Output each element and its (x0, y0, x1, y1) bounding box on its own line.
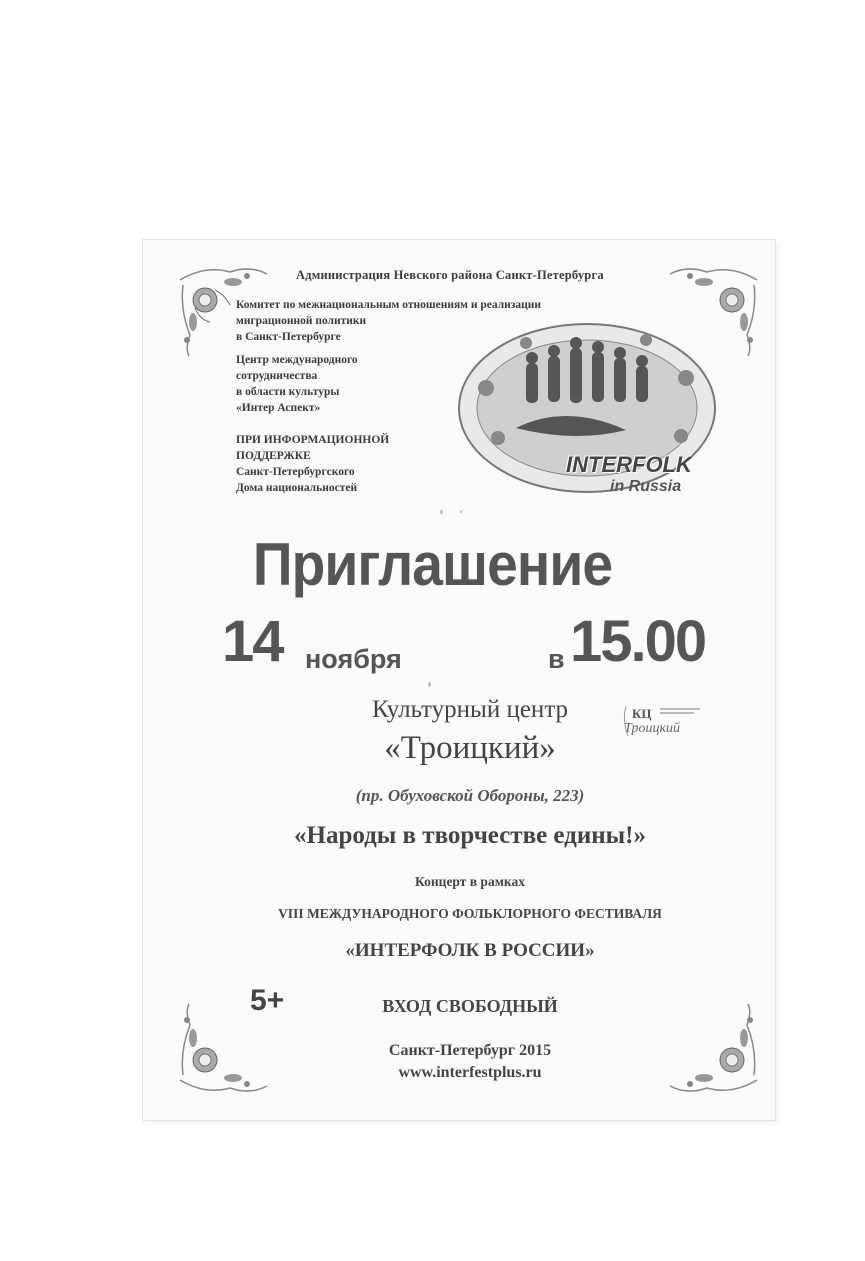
center-block (236, 352, 358, 416)
committee-line: в Санкт-Петербурге (236, 331, 341, 343)
free-entry: ВХОД СВОБОДНЫЙ (382, 996, 558, 1016)
website-link[interactable]: www.interfestplus.ru (398, 1064, 542, 1081)
committee-line: Комитет по межнациональным отношениям и реализации (236, 299, 542, 311)
age-rating: 5+ (250, 984, 285, 1017)
support-line: ПРИ ИНФОРМАЦИОННОЙ (236, 434, 390, 446)
center-line: сотрудничества (236, 370, 318, 382)
city-year: Санкт-Петербург 2015 (388, 1042, 552, 1059)
concert-slogan: «Народы в творчестве едины!» (294, 822, 646, 849)
scan-speck (440, 510, 443, 514)
venue-address: (пр. Обуховской Обороны, 223) (355, 786, 585, 805)
logo-subtitle: in Russia (610, 478, 682, 495)
venue-name: «Троицкий» (384, 730, 556, 766)
event-month: ноября (305, 644, 402, 674)
event-at: в (548, 644, 565, 674)
festival-line: VIII МЕЖДУНАРОДНОГО ФОЛЬКЛОРНОГО ФЕСТИВАЛЯ (278, 906, 662, 921)
support-line: Дома национальностей (236, 482, 358, 494)
support-block (236, 432, 389, 496)
invitation-heading: Приглашение (252, 531, 613, 598)
administration-line: Администрация Невского района Санкт-Петербурга (296, 268, 604, 282)
concert-note: Концерт в рамках (415, 874, 525, 889)
center-line: «Интер Аспект» (236, 402, 321, 414)
venue-type: Культурный центр (371, 696, 569, 723)
venue-logo (620, 702, 712, 740)
center-line: Центр международного (236, 354, 358, 366)
festival-name: «ИНТЕРФОЛК В РОССИИ» (345, 940, 595, 961)
venue-logo-name: Троицкий (624, 721, 680, 736)
scan-speck (428, 682, 431, 687)
support-line: Санкт-Петербургского (236, 466, 355, 478)
committee-line: миграционной политики (236, 315, 367, 327)
support-line: ПОДДЕРЖКЕ (236, 450, 311, 462)
center-line: в области культуры (236, 386, 340, 398)
scan-speck (460, 510, 462, 513)
logo-title: INTERFOLK (566, 452, 692, 477)
venue-logo-mark: КЦ (632, 706, 652, 721)
event-time: 15.00 (570, 609, 706, 674)
event-day: 14 (222, 609, 283, 674)
